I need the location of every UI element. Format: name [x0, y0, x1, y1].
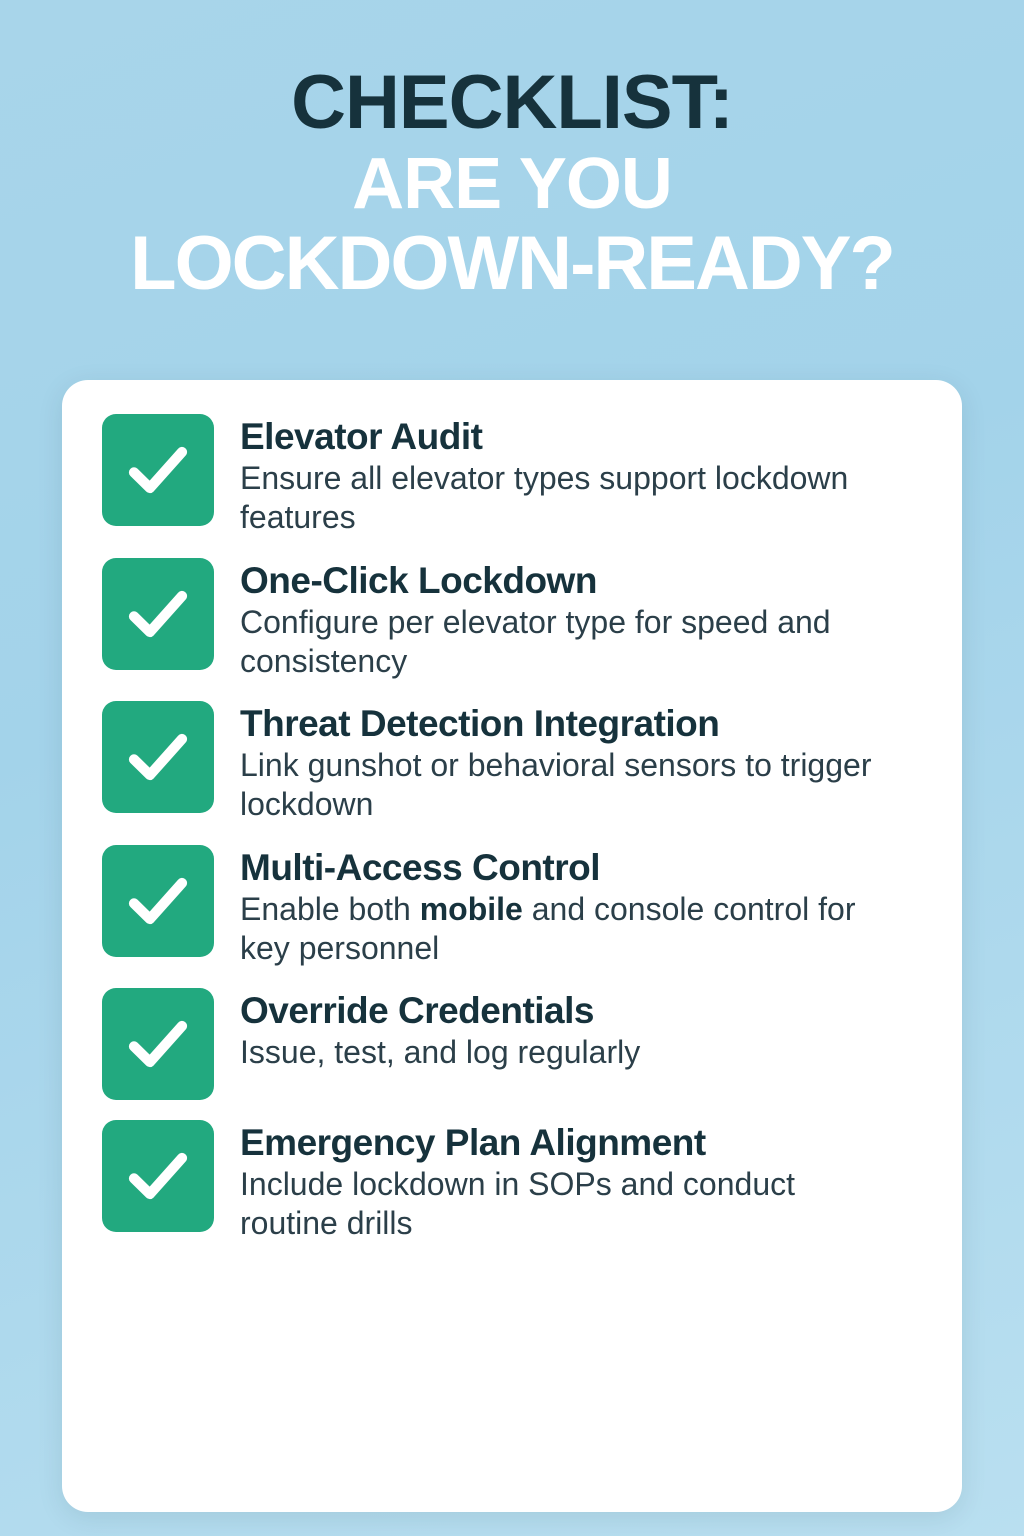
checklist-item-description	[240, 459, 880, 537]
checklist-item-text	[240, 701, 880, 825]
checklist-item-description	[240, 1165, 880, 1243]
checklist-item-description	[240, 890, 880, 968]
checklist-item-description	[240, 603, 880, 681]
checkmark-icon	[122, 1008, 194, 1080]
description-part-1: Enable both	[240, 890, 420, 927]
checklist-item	[102, 701, 922, 825]
page-title	[58, 60, 966, 304]
checklist-item-title: Threat Detection Integration	[240, 703, 720, 744]
checklist	[102, 414, 922, 1244]
title-line-3: LOCKDOWN-READY?	[130, 220, 894, 306]
checklist-card	[62, 380, 962, 1512]
title-line-2: ARE YOU	[352, 143, 672, 224]
checkbox-checked[interactable]	[102, 701, 214, 813]
description-part-1: Link gunshot or behavioral sensors to trigger lockdown	[240, 747, 872, 823]
checklist-item-title: Override Credentials	[240, 990, 594, 1031]
checklist-item-title: Multi-Access Control	[240, 846, 601, 888]
checkmark-icon	[122, 721, 194, 793]
checklist-item-text	[240, 558, 880, 682]
checkmark-icon	[122, 578, 194, 650]
checkbox-checked[interactable]	[102, 558, 214, 670]
checklist-item-description	[240, 746, 880, 824]
checklist-item-title: Emergency Plan Alignment	[240, 1122, 706, 1163]
title-line-1: CHECKLIST:	[291, 60, 733, 145]
checklist-item-text	[240, 414, 880, 538]
checklist-item-text	[240, 988, 640, 1072]
checklist-item-title: Elevator Audit	[240, 416, 483, 457]
description-part-1: Ensure all elevator types support lockdown features	[240, 460, 849, 536]
description-part-2: and console control for key personnel	[240, 890, 856, 966]
checkmark-icon	[122, 1140, 194, 1212]
checkbox-checked[interactable]	[102, 845, 214, 957]
checkmark-icon	[122, 865, 194, 937]
checkbox-checked[interactable]	[102, 988, 214, 1100]
checklist-item	[102, 414, 922, 538]
checklist-item-text	[240, 1120, 880, 1244]
description-part-1: Issue, test, and log regularly	[240, 1034, 641, 1071]
description-emphasis: mobile	[419, 890, 523, 927]
description-part-1: Configure per elevator type for speed and consistency	[240, 603, 831, 679]
checklist-item	[102, 988, 922, 1100]
checklist-item-text	[240, 845, 880, 969]
checklist-item	[102, 1120, 922, 1244]
checklist-item	[102, 558, 922, 682]
checklist-item	[102, 845, 922, 969]
checkbox-checked[interactable]	[102, 414, 214, 526]
checkbox-checked[interactable]	[102, 1120, 214, 1232]
checkmark-icon	[122, 434, 194, 506]
checklist-item-description	[240, 1033, 640, 1072]
description-part-1: Include lockdown in SOPs and conduct routine drills	[240, 1166, 795, 1242]
checklist-item-title: One-Click Lockdown	[240, 559, 597, 601]
